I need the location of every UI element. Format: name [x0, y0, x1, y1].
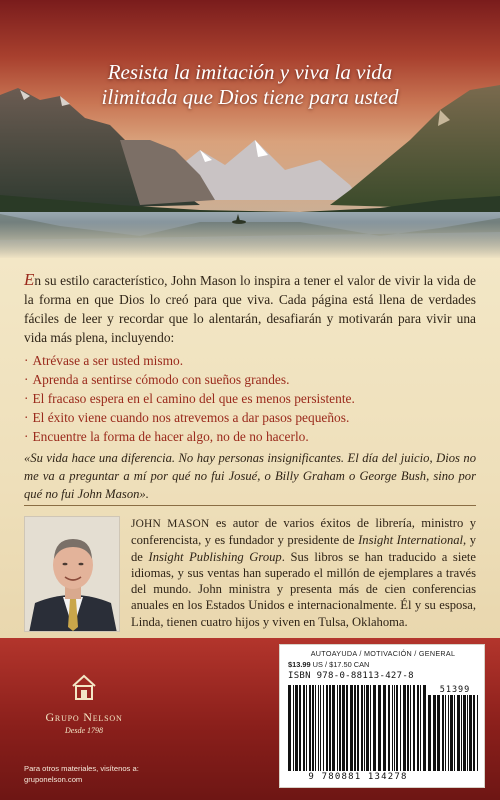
org-insight-international: Insight International: [358, 533, 464, 548]
barcode-bar: [413, 685, 415, 771]
barcode-bar: [457, 695, 460, 771]
intro-paragraph: [24, 270, 476, 347]
barcode-bar: [417, 685, 419, 771]
barcode-bar: [309, 685, 311, 771]
barcode-bar: [454, 695, 455, 771]
barcode-bar: [437, 695, 440, 771]
barcode-bar: [388, 685, 390, 771]
barcode-bar: [400, 685, 401, 771]
barcode-bar: [293, 685, 294, 771]
barcode-bar: [364, 685, 365, 771]
barcode-bar: [354, 685, 356, 771]
barcode-bar: [423, 685, 426, 771]
barcode-bar: [337, 685, 338, 771]
publisher-name: Grupo Nelson: [45, 710, 123, 724]
tagline: [0, 60, 500, 110]
bullet-marker: ·: [24, 353, 29, 368]
barcode-bar: [373, 685, 376, 771]
barcode-bar: [318, 685, 319, 771]
barcode-bar: [370, 685, 371, 771]
ean-barcode: [288, 685, 428, 771]
more-info-text: Para otros materiales, visítenos a: gruponelson.com: [24, 763, 174, 785]
barcode-bar: [378, 685, 381, 771]
barcode-bar: [339, 685, 341, 771]
list-item: · Atrévase a ser usted mismo.: [24, 353, 184, 368]
intro-dropcap: E: [24, 270, 35, 289]
mountain-lake-image: [0, 0, 500, 258]
barcode-bar: [410, 685, 411, 771]
barcode-bar: [357, 685, 359, 771]
barcode-bar: [295, 685, 298, 771]
barcode-bar: [383, 685, 386, 771]
author-portrait-illustration: [25, 517, 120, 632]
barcode-bar: [306, 685, 307, 771]
barcode-bar: [303, 685, 305, 771]
barcode-bar: [394, 685, 395, 771]
bullet-marker: ·: [24, 429, 29, 444]
barcode-addon-digits: 51399: [439, 685, 471, 695]
ean-digits: 9 780881 134278: [308, 772, 408, 782]
list-item: · El éxito viene cuando nos atrevemos a dar pasos pequeños.: [24, 410, 350, 425]
price: $13.99 US / $17.50 CAN: [288, 660, 370, 669]
intro-text: n su estilo característico, John Mason lo inspira a tener el valor de vivir la vida de la forma en que Dios lo creó para que viva. Cada página está llena de verdades fáciles de leer y recordar que lo alentarán, desafiarán y motivarán para vivir una vida más plena, incluyendo:: [24, 273, 476, 345]
barcode-bar: [442, 695, 444, 771]
barcode-bar: [392, 685, 393, 771]
list-item: · Aprenda a sentirse cómodo con sueños grandes.: [24, 372, 290, 387]
barcode-bar: [428, 695, 431, 771]
barcode-bar: [299, 685, 301, 771]
barcode-bar: [469, 695, 472, 771]
list-item: · El fracaso espera en el camino del que es menos persistente.: [24, 391, 355, 406]
barcode-bar: [467, 695, 468, 771]
barcode-bar: [445, 695, 446, 771]
barcode-bar: [288, 685, 291, 771]
book-category: AUTOAYUDA / MOTIVACIÓN / GENERAL: [310, 649, 456, 658]
barcode-bar: [366, 685, 369, 771]
bullet-marker: ·: [24, 410, 29, 425]
barcode-bar: [350, 685, 353, 771]
barcode-bar: [329, 685, 331, 771]
list-item: · Encuentre la forma de hacer algo, no de no hacerlo.: [24, 429, 309, 444]
barcode-bar: [323, 685, 324, 771]
barcode-bar: [315, 685, 316, 771]
barcode-bar: [312, 685, 314, 771]
barcode-bar: [361, 685, 363, 771]
barcode-panel: [279, 644, 485, 788]
barcode-bar: [461, 695, 462, 771]
bullet-marker: ·: [24, 372, 29, 387]
barcode-bar: [346, 685, 348, 771]
publisher-website[interactable]: gruponelson.com: [24, 775, 83, 784]
barcode-bar: [477, 695, 478, 771]
barcode-bar: [407, 685, 409, 771]
divider: [24, 505, 476, 506]
barcode-bar: [433, 695, 436, 771]
barcode-bar: [396, 685, 398, 771]
barcode-bar: [448, 695, 449, 771]
barcode-bar: [332, 685, 335, 771]
publisher-logo: [24, 672, 144, 735]
author-quote: «Su vida hace una diferencia. No hay personas insignificantes. El día del juicio, Dios no me va a preguntar a mí por qué no fui Josué, o Billy Graham o George Bush, sino por qué no fui John Mason».: [24, 451, 476, 501]
barcode-bar: [463, 695, 466, 771]
barcode-bar: [450, 695, 453, 771]
tagline-line-2: ilimitada que Dios tiene para usted: [101, 85, 399, 109]
barcode-bar: [403, 685, 406, 771]
barcode-bar: [326, 685, 328, 771]
barcode-bar: [342, 685, 345, 771]
barcode-bar: [420, 685, 421, 771]
bullet-marker: ·: [24, 391, 29, 406]
key-points-list: [24, 351, 484, 446]
author-photo: [24, 516, 120, 632]
barcode-bar: [320, 685, 321, 771]
addon-barcode: [428, 695, 480, 771]
author-bio: JOHN MASON es autor de varios éxitos de librería, ministro y conferencista, y es fundador y presidente de Insight International, y de Insight Publishing Group. Sus libros se han traducido a siete idiomas, y sus ventas han superado el millón de ejemplares a través del mundo. John ministra y presenta más de cien conferencias anuales en los Estados Unidos e internacionalmente. Él y su esposa, Linda, tienen cuatro hijos y viven en Tulsa, Oklahoma.: [131, 516, 477, 629]
barcode-bar: [473, 695, 475, 771]
isbn: ISBN 978-0-88113-427-8: [288, 671, 414, 681]
org-insight-publishing: Insight Publishing Group: [148, 549, 282, 564]
author-name: JOHN MASON: [131, 518, 210, 530]
house-icon: [69, 672, 99, 702]
tagline-line-1: Resista la imitación y viva la vida: [107, 60, 393, 84]
landscape-illustration: [0, 0, 500, 258]
publisher-since: Desde 1798: [65, 726, 103, 735]
